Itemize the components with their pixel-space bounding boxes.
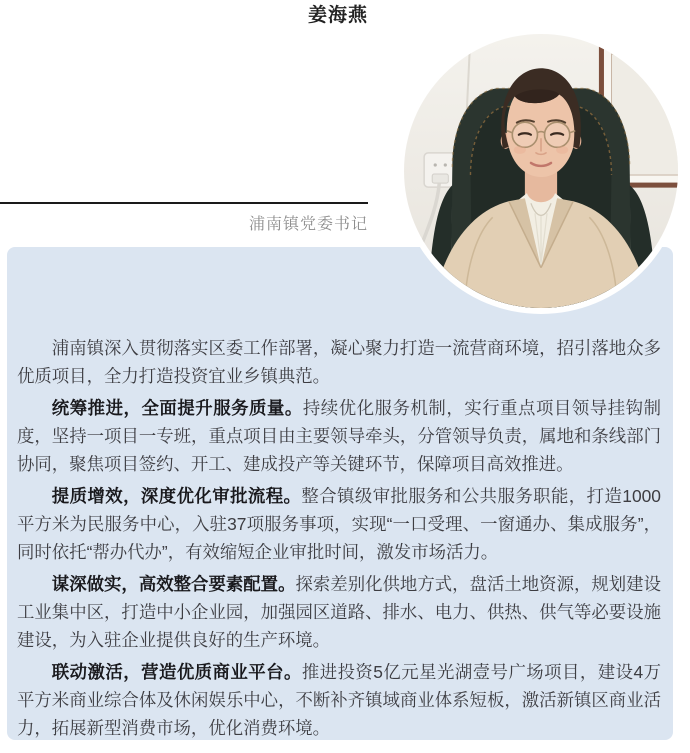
- paragraph-body: 浦南镇深入贯彻落实区委工作部署，凝心聚力打造一流营商环境，招引落地众多优质项目，全力打造投资宜业乡镇典范。: [17, 338, 661, 386]
- divider-line: [0, 202, 368, 204]
- paragraph-body: 持续优化服务机制，实行重点项目领导挂钩制度，坚持一项目一专班，重点项目由主要领导牵头，分管领导负责，属地和条线部门协同，聚焦项目签约、开工、建成投产等关键环节，保障项目高效推进。: [17, 398, 661, 474]
- paragraph-body: 推进投资5亿元星光湖壹号广场项目，建设4万平方米商业综合体及休闲娱乐中心，不断补齐镇域商业体系短板，激活新镇区商业活力，拓展新型消费市场，优化消费环境。: [17, 662, 661, 738]
- person-title: 浦南镇党委书记: [248, 216, 368, 233]
- paragraph-service: [17, 394, 661, 478]
- paragraph-lead: 统筹推进，全面提升服务质量。: [51, 398, 303, 418]
- paragraph-resources: [17, 570, 661, 654]
- portrait-photo: [398, 28, 684, 314]
- paragraph-body: 探索差别化供地方式，盘活土地资源，规划建设工业集中区，打造中小企业园，加强园区道路、排水、电力、供热、供气等必要设施建设，为入驻企业提供良好的生产环境。: [17, 574, 661, 650]
- paragraph-body: 整合镇级审批服务和公共服务职能，打造1000平方米为民服务中心，入驻37项服务事项，实现“一口受理、一窗通办、集成服务”，同时依托“帮办代办”，有效缩短企业审批时间，激发市场活力。: [17, 486, 661, 562]
- paragraph-lead: 提质增效，深度优化审批流程。: [51, 486, 302, 506]
- person-name: 姜海燕: [307, 5, 368, 26]
- portrait-illustration: [404, 34, 678, 308]
- paragraph-lead: 联动激活，营造优质商业平台。: [51, 662, 302, 682]
- paragraph-lead: 谋深做实，高效整合要素配置。: [51, 574, 296, 594]
- paragraph-approval: [17, 482, 661, 566]
- paragraph-commerce: [17, 658, 661, 740]
- paragraph-intro: [17, 334, 661, 390]
- article-panel: [7, 247, 673, 740]
